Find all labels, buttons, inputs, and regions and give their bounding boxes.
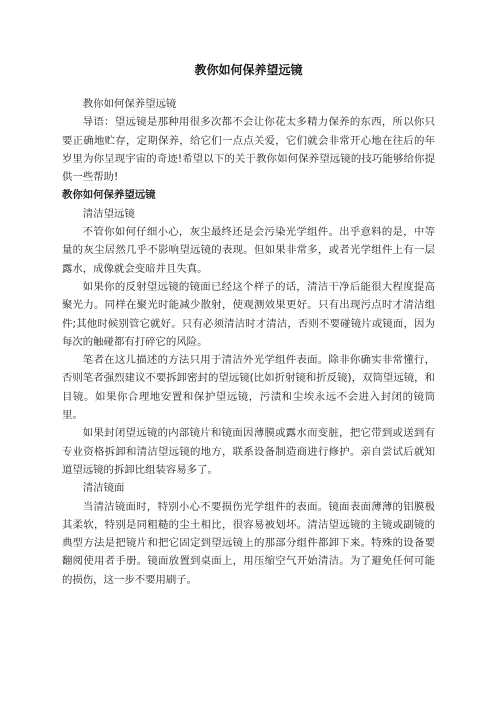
body-paragraph: 当清洁镜面时，特别小心不要损伤光学组件的表面。镜面表面薄薄的铝膜极其柔软，特别是同粗糙的尘土相比，很容易被划坏。清洁望远镜的主镜或副镜的典型方法是把镜片和把它固定到望远镜上的那部分组件都卸下来。特殊的设备要翻阅使用者手册。镜面放置到桌面上，用压缩空气开始清洁。为了避免任何可能的损伤，这一步不要用刷子。 [62, 500, 435, 586]
intro-paragraph: 导语：望远镜是那种用很多次都不会让你花太多精力保养的东西，所以你只要正确地贮存，定期保养，给它们一点点关爱，它们就会非常开心地在往后的年岁里为你呈现宇宙的奇迹!希望以下的关于教你如何保养望远镜的技巧能够给你提供一些帮助! [62, 116, 435, 184]
section-subheading-clean-mirror: 清洁镜面 [82, 482, 125, 495]
document-body [62, 95, 435, 589]
page-title: 教你如何保养望远镜 [194, 63, 303, 77]
body-paragraph: 如果你的反射望远镜的镜面已经这个样子的话，清洁干净后能很大程度提高聚光力。同样在聚光时能减少散射，使观测效果更好。只有出现污点时才清洁组件;其他时候别管它就好。只有必须清洁时才清洁，否则不要碰镜片或镜面，因为每次的触碰都有打碎它的风险。 [62, 280, 435, 348]
subtitle: 教你如何保养望远镜 [82, 98, 177, 110]
section-heading: 教你如何保养望远镜 [62, 189, 156, 202]
body-paragraph: 笔者在这儿描述的方法只用于清洁外光学组件表面。除非你确实非常懂行，否则笔者强烈建议不要拆卸密封的望远镜(比如折射镜和折反镜)，双筒望远镜，和目镜。如果你合理地安置和保护望远镜，污渍和尘埃永远不会进入封闭的镜筒里。 [62, 354, 435, 422]
body-paragraph: 不管你如何仔细小心，灰尘最终还是会污染光学组件。出乎意料的是，中等量的灰尘居然几乎不影响望远镜的表现。但如果非常多，或者光学组件上有一层露水，成像就会变暗并且失真。 [62, 226, 435, 275]
section-subheading-clean-telescope: 清洁望远镜 [82, 207, 135, 220]
body-paragraph: 如果封闭望远镜的内部镜片和镜面因薄膜或露水而变脏，把它带到或送到有专业资格拆卸和清洁望远镜的地方，联系设备制造商进行修护。亲自尝试后就知道望远镜的拆卸比组装容易多了。 [62, 427, 435, 476]
